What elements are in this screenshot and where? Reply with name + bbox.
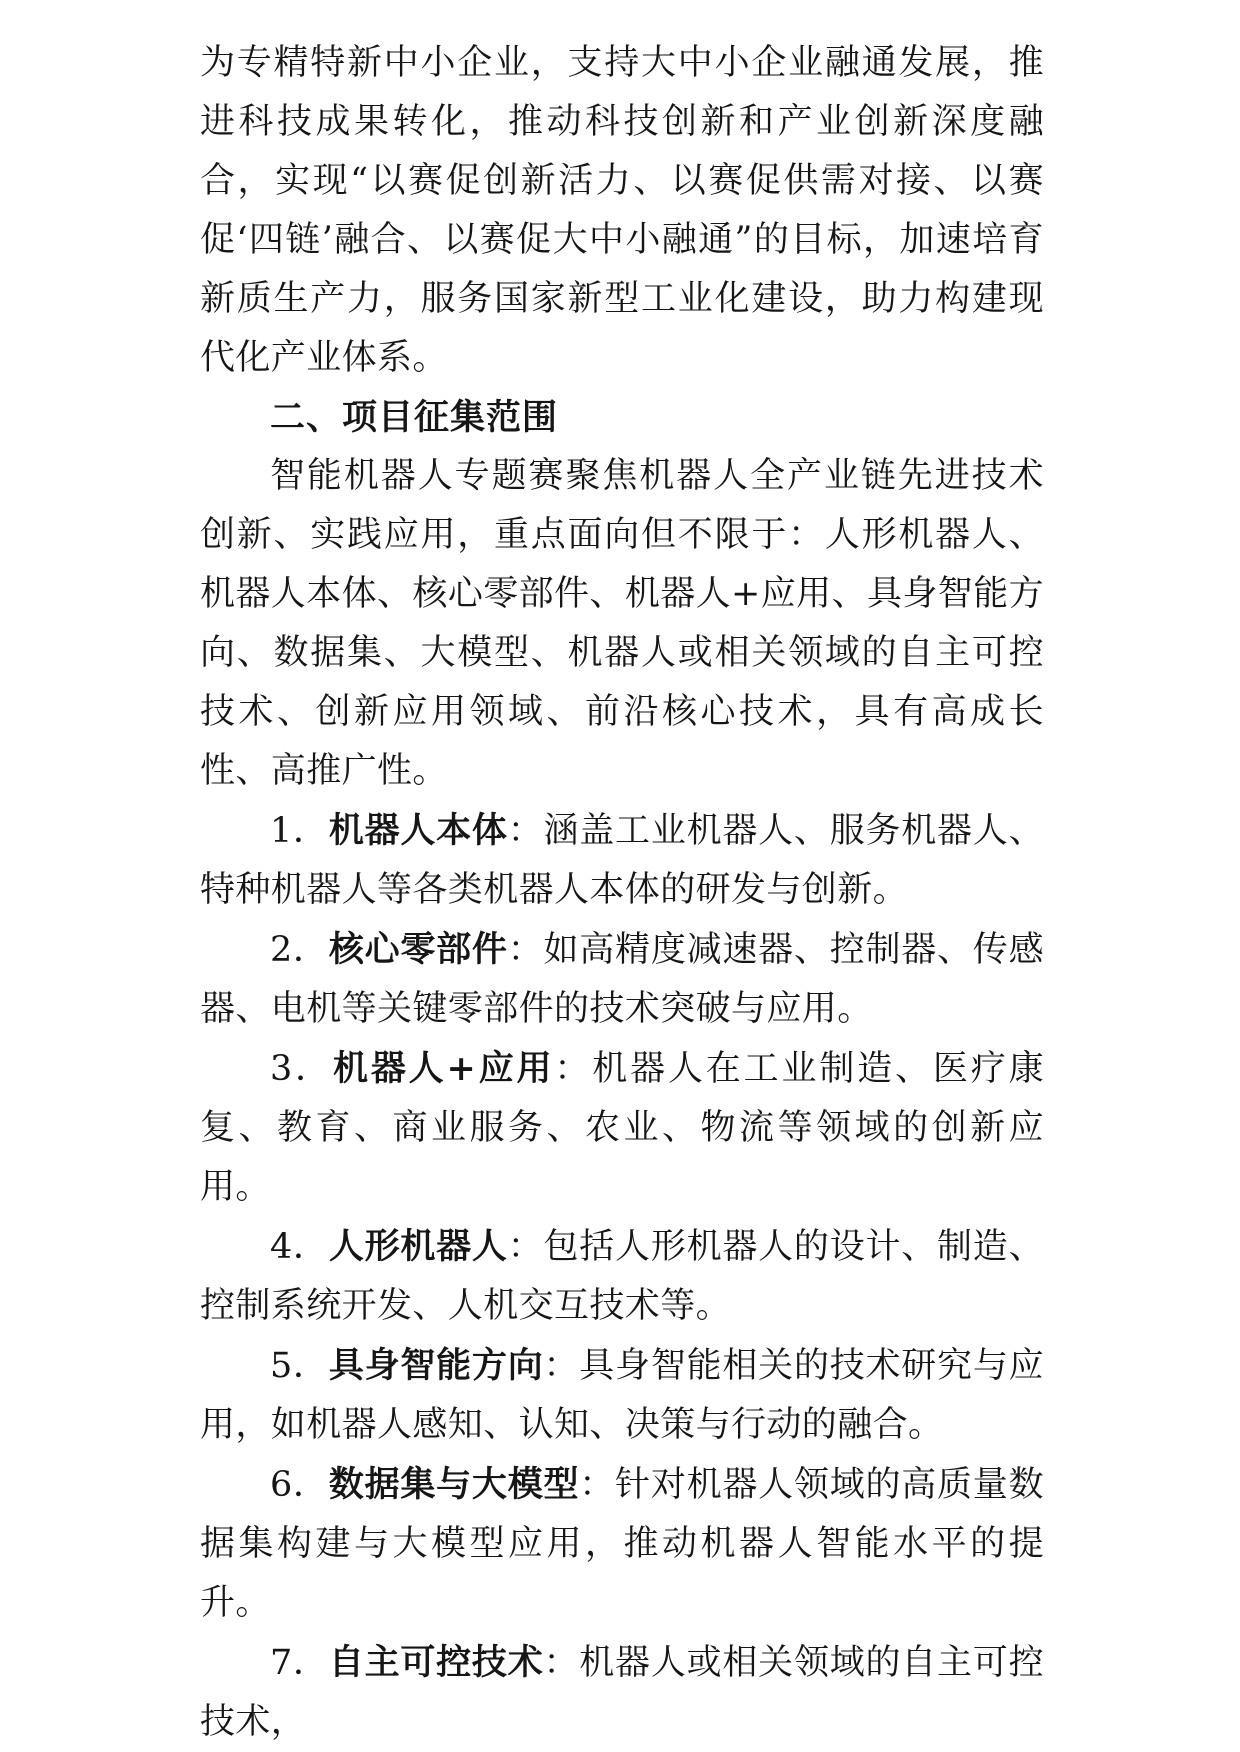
list-item-text: 如高精度减速器、控制器、传感器、电机等关键零部件的技术突破与应用。 (200, 930, 1044, 1029)
list-item (200, 920, 1044, 1039)
list-item-text: 针对机器人领域的高质量数据集构建与大模型应用，推动机器人智能水平的提升。 (200, 1465, 1044, 1623)
list-item-term: 机器人本体 (328, 810, 508, 851)
list-item-term: 核心零部件 (328, 929, 508, 970)
section-heading: 二、项目征集范围 (270, 397, 559, 438)
list-item (200, 801, 1044, 920)
list-item (200, 1217, 1044, 1336)
list-item-text: 机器人或相关领域的自主可控技术， (200, 1643, 1045, 1742)
intro-paragraph: 为专精特新中小企业，支持大中小企业融通发展，推进科技成果转化，推动科技创新和产业创新深度融合，实现“以赛促创新活力、以赛促供需对接、以赛促‘四链’融合、以赛促大中小融通”的目标，加速培育新质生产力，服务国家新型工业化建设，助力构建现代化产业体系。 (200, 43, 1044, 378)
list-item-text: 机器人在工业制造、医疗康复、教育、商业服务、农业、物流等领域的创新应用。 (200, 1049, 1044, 1207)
scope-paragraph: 智能机器人专题赛聚焦机器人全产业链先进技术创新、实践应用，重点面向但不限于：人形机器人、机器人本体、核心零部件、机器人+应用、具身智能方向、数据集、大模型、机器人或相关领域的自主可控技术、创新应用领域、前沿核心技术，具有高成长性、高推广性。 (200, 456, 1044, 791)
list-item-colon: ： (507, 1227, 544, 1267)
list-item-number: 4． (270, 1227, 329, 1267)
list-item-number: 3． (270, 1049, 333, 1089)
list-item-term: 人形机器人 (328, 1226, 508, 1267)
list-item-colon: ： (543, 1643, 580, 1683)
list-item-term: 机器人+应用 (332, 1048, 555, 1089)
list-item-text: 包括人形机器人的设计、制造、控制系统开发、人机交互技术等。 (200, 1227, 1044, 1326)
list-item-number: 6． (270, 1465, 329, 1505)
list-item-term: 自主可控技术 (328, 1642, 544, 1683)
list-item-colon: ： (543, 1346, 580, 1386)
list-item-number: 1． (270, 811, 329, 851)
list-item (200, 1455, 1044, 1633)
list-item (200, 1039, 1044, 1217)
list-item (200, 1633, 1044, 1752)
list-item-number: 5． (270, 1346, 329, 1386)
list-item-colon: ： (507, 930, 544, 970)
list-item (200, 1336, 1044, 1455)
list-item-colon: ： (579, 1465, 616, 1505)
list-item-term: 具身智能方向 (328, 1345, 544, 1386)
list-item-number: 2． (270, 930, 329, 970)
list-item-text: 具身智能相关的技术研究与应用，如机器人感知、认知、决策与行动的融合。 (200, 1346, 1045, 1445)
list-item-colon: ： (507, 811, 544, 851)
list-item-number: 7． (270, 1643, 329, 1683)
list-item-text: 涵盖工业机器人、服务机器人、特种机器人等各类机器人本体的研发与创新。 (200, 811, 1044, 910)
list-item-colon: ： (554, 1049, 593, 1089)
list-item-term: 数据集与大模型 (328, 1464, 580, 1505)
